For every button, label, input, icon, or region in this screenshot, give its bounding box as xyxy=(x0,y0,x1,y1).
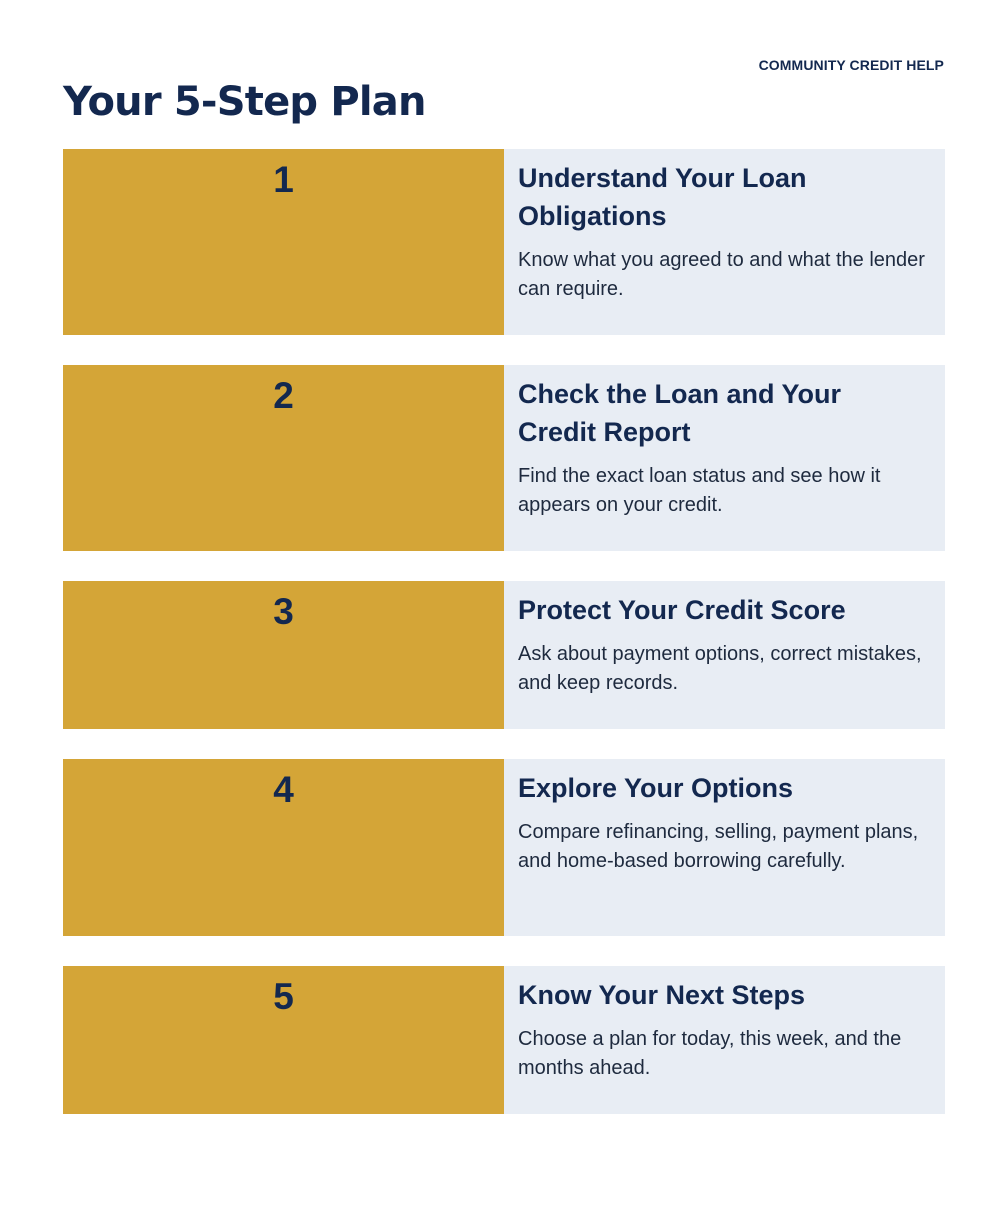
step-number: 5 xyxy=(273,976,294,1017)
step-3 xyxy=(63,581,945,729)
step-description: Choose a plan for today, this week, and the months ahead. xyxy=(518,1028,902,1079)
step-number: 3 xyxy=(273,591,294,632)
step-1 xyxy=(63,149,945,335)
step-5 xyxy=(63,966,945,1114)
step-heading: Protect Your Credit Score xyxy=(518,595,846,625)
step-heading: Know Your Next Steps xyxy=(518,980,806,1010)
step-number-block xyxy=(63,966,504,1114)
page-title: Your 5-Step Plan xyxy=(63,79,426,125)
step-description: Ask about payment options, correct mistakes, and keep records. xyxy=(518,643,922,694)
step-number: 2 xyxy=(273,375,294,416)
step-content xyxy=(504,966,945,1114)
step-number-block xyxy=(63,149,504,335)
step-number: 4 xyxy=(273,769,294,810)
step-description: Compare refinancing, selling, payment plans, and home-based borrowing carefully. xyxy=(518,821,919,872)
step-heading: Explore Your Options xyxy=(518,773,794,803)
step-heading: Check the Loan and Your Credit Report xyxy=(518,379,842,447)
step-content xyxy=(504,365,945,551)
step-description: Know what you agreed to and what the lender can require. xyxy=(518,249,925,300)
step-description: Find the exact loan status and see how it appears on your credit. xyxy=(518,465,881,516)
step-content xyxy=(504,581,945,729)
steps-list xyxy=(63,149,945,1144)
step-heading: Understand Your Loan Obligations xyxy=(518,163,807,231)
step-number: 1 xyxy=(273,159,294,200)
org-label: COMMUNITY CREDIT HELP xyxy=(758,57,944,73)
step-number-block xyxy=(63,365,504,551)
step-2 xyxy=(63,365,945,551)
step-content xyxy=(504,149,945,335)
step-number-block xyxy=(63,759,504,936)
step-4 xyxy=(63,759,945,936)
step-content xyxy=(504,759,945,936)
step-number-block xyxy=(63,581,504,729)
